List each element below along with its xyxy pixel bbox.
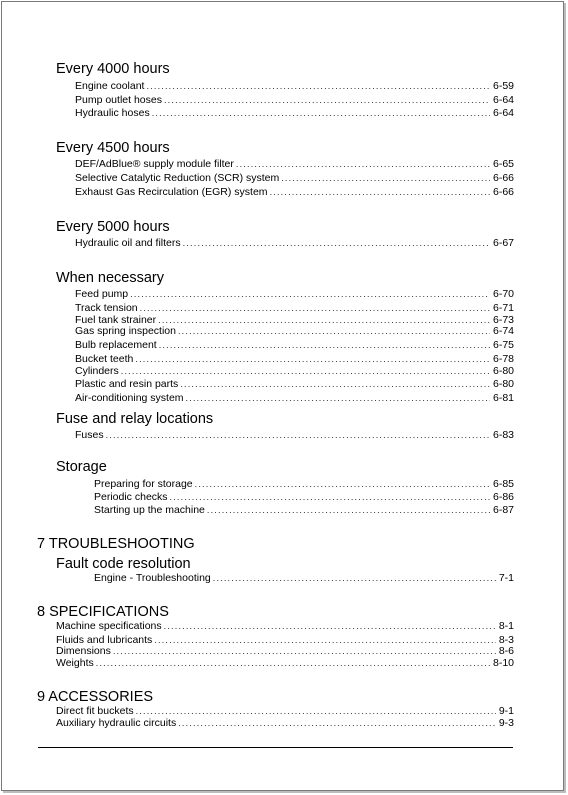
toc-entry[interactable]: [75, 365, 514, 377]
dot-leader: [159, 339, 490, 351]
toc-entry-title: Starting up the machine: [94, 504, 205, 516]
toc-entry-page: 6-83: [492, 429, 514, 441]
toc-entry-page: 6-59: [492, 80, 514, 92]
toc-entry-page: 6-66: [492, 186, 514, 198]
toc-entry-title: Track tension: [75, 302, 138, 314]
toc-entry[interactable]: [75, 186, 514, 198]
toc-entry-title: DEF/AdBlue® supply module filter: [75, 158, 234, 170]
toc-entry-page: 6-71: [492, 302, 514, 314]
toc-entry[interactable]: [75, 302, 514, 314]
toc-entry[interactable]: [94, 504, 514, 516]
toc-entry-page: 6-80: [492, 378, 514, 390]
dot-leader: [178, 717, 496, 729]
toc-entry[interactable]: [75, 237, 514, 249]
toc-entry[interactable]: [56, 717, 514, 729]
dot-leader: [195, 478, 490, 490]
toc-entry-page: 6-64: [492, 94, 514, 106]
toc-entry-page: 6-67: [492, 237, 514, 249]
toc-entry[interactable]: [75, 94, 514, 106]
dot-leader: [178, 325, 490, 337]
toc-entry-title: Dimensions: [56, 645, 111, 657]
dot-leader: [130, 288, 490, 300]
dot-leader: [170, 491, 490, 503]
toc-entry[interactable]: [94, 572, 514, 584]
toc-entry-title: Auxiliary hydraulic circuits: [56, 717, 177, 729]
dot-leader: [164, 620, 496, 632]
toc-entry-page: 6-75: [492, 339, 514, 351]
toc-entry[interactable]: [75, 353, 514, 365]
toc-entry[interactable]: [56, 645, 514, 657]
section-heading: When necessary: [56, 270, 164, 286]
dot-leader: [136, 705, 496, 717]
toc-entry-title: Direct fit buckets: [56, 705, 134, 717]
toc-entry-page: 8-3: [498, 634, 514, 646]
dot-leader: [281, 172, 490, 184]
toc-entry-title: Air-conditioning system: [75, 392, 184, 404]
toc-entry-title: Fuses: [75, 429, 104, 441]
toc-entry-title: Hydraulic oil and filters: [75, 237, 181, 249]
toc-entry-page: 6-85: [492, 478, 514, 490]
toc-entry-title: Feed pump: [75, 288, 129, 300]
toc-entry-title: Plastic and resin parts: [75, 378, 179, 390]
dot-leader: [270, 186, 490, 198]
toc-entry[interactable]: [75, 288, 514, 300]
toc-entry[interactable]: [56, 620, 514, 632]
dot-leader: [135, 353, 490, 365]
toc-entry-page: 6-81: [492, 392, 514, 404]
toc-entry-title: Weights: [56, 657, 94, 669]
toc-entry-title: Machine specifications: [56, 620, 162, 632]
toc-entry-page: 6-80: [492, 365, 514, 377]
dot-leader: [106, 429, 490, 441]
toc-entry[interactable]: [56, 705, 514, 717]
toc-entry[interactable]: [75, 392, 514, 404]
toc-entry-page: 6-70: [492, 288, 514, 300]
dot-leader: [152, 107, 490, 119]
toc-entry-page: 8-6: [498, 645, 514, 657]
toc-entry[interactable]: [75, 429, 514, 441]
toc-entry-title: Bulb replacement: [75, 339, 157, 351]
dot-leader: [186, 392, 490, 404]
toc-entry[interactable]: [75, 325, 514, 337]
toc-entry-page: 6-86: [492, 491, 514, 503]
dot-leader: [180, 378, 490, 390]
toc-entry[interactable]: [75, 339, 514, 351]
toc-entry-page: 6-64: [492, 107, 514, 119]
toc-entry-title: Engine - Troubleshooting: [94, 572, 211, 584]
toc-entry-title: Fluids and lubricants: [56, 634, 153, 646]
toc-entry-page: 6-87: [492, 504, 514, 516]
toc-entry-title: Exhaust Gas Recirculation (EGR) system: [75, 186, 268, 198]
section-heading: Every 5000 hours: [56, 219, 170, 235]
toc-entry-title: Cylinders: [75, 365, 119, 377]
section-heading: Every 4500 hours: [56, 140, 170, 156]
toc-entry[interactable]: [75, 80, 514, 92]
toc-entry-page: 6-73: [492, 314, 514, 326]
toc-entry-page: 8-1: [498, 620, 514, 632]
document-page: [1, 1, 564, 791]
dot-leader: [146, 80, 490, 92]
chapter-heading: 8 SPECIFICATIONS: [37, 604, 169, 620]
toc-entry-page: 6-66: [492, 172, 514, 184]
footer-rule: [38, 747, 513, 748]
section-heading: Fault code resolution: [56, 556, 191, 572]
toc-entry-page: 8-10: [492, 657, 514, 669]
toc-entry[interactable]: [94, 491, 514, 503]
toc-entry-title: Fuel tank strainer: [75, 314, 157, 326]
dot-leader: [140, 302, 490, 314]
toc-entry-title: Periodic checks: [94, 491, 168, 503]
toc-entry-page: 6-74: [492, 325, 514, 337]
toc-entry[interactable]: [75, 158, 514, 170]
dot-leader: [213, 572, 496, 584]
chapter-heading: 7 TROUBLESHOOTING: [37, 536, 195, 552]
dot-leader: [113, 645, 496, 657]
toc-entry-page: 9-3: [498, 717, 514, 729]
toc-entry-title: Bucket teeth: [75, 353, 134, 365]
chapter-heading: 9 ACCESSORIES: [37, 689, 154, 705]
section-heading: Every 4000 hours: [56, 61, 170, 77]
dot-leader: [207, 504, 490, 516]
toc-entry[interactable]: [75, 378, 514, 390]
toc-entry[interactable]: [75, 107, 514, 119]
dot-leader: [121, 365, 490, 377]
toc-entry-page: 9-1: [498, 705, 514, 717]
toc-entry-page: 6-78: [492, 353, 514, 365]
section-heading: Storage: [56, 459, 107, 475]
dot-leader: [164, 94, 490, 106]
toc-entry[interactable]: [75, 172, 514, 184]
dot-leader: [236, 158, 490, 170]
toc-entry[interactable]: [56, 657, 514, 669]
section-heading: Fuse and relay locations: [56, 411, 214, 427]
toc-entry-page: 6-65: [492, 158, 514, 170]
toc-entry-title: Pump outlet hoses: [75, 94, 162, 106]
toc-entry-title: Gas spring inspection: [75, 325, 176, 337]
toc-entry[interactable]: [94, 478, 514, 490]
toc-entry-title: Engine coolant: [75, 80, 145, 92]
dot-leader: [183, 237, 490, 249]
dot-leader: [96, 657, 490, 669]
toc-entry-title: Selective Catalytic Reduction (SCR) system: [75, 172, 280, 184]
toc-entry-title: Preparing for storage: [94, 478, 193, 490]
toc-entry-page: 7-1: [498, 572, 514, 584]
toc-entry-title: Hydraulic hoses: [75, 107, 150, 119]
